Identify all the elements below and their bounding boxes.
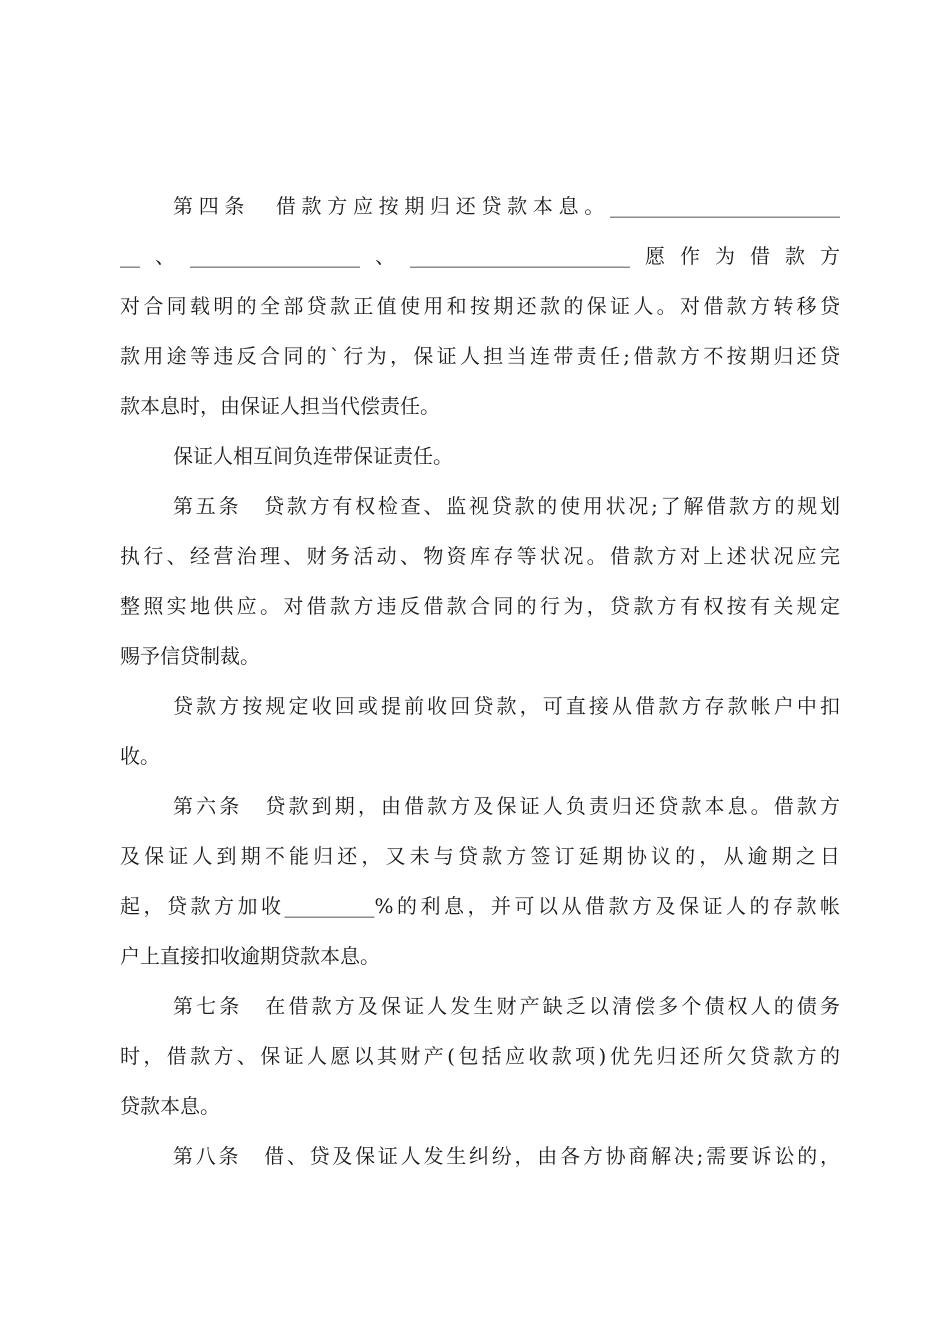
recall-line-2: 收。 — [120, 744, 160, 768]
article-4-line-3: 对合同载明的全部贷款正值使用和按期还款的保证人。对借款方转移贷 — [120, 294, 840, 318]
article-8-line-1: 第八条 借、贷及保证人发生纠纷，由各方协商解决;需要诉讼的， — [173, 1144, 840, 1168]
article-4-line-4: 款用途等违反合同的`行为，保证人担当连带责任;借款方不按期归还贷 — [120, 344, 840, 368]
article-6-line-3: 起，贷款方加收_________%的利息，并可以从借款方及保证人的存款帐 — [120, 894, 840, 918]
recall-line-1: 贷款方按规定收回或提前收回贷款，可直接从借款方存款帐户中扣 — [173, 694, 840, 718]
article-7-line-1: 第七条 在借款方及保证人发生财产缺乏以清偿多个债权人的债务 — [173, 994, 840, 1018]
article-6-line-4: 户上直接扣收逾期贷款本息。 — [120, 944, 380, 968]
article-6-line-2: 及保证人到期不能归还，又未与贷款方签订延期协议的，从逾期之日 — [120, 844, 840, 868]
article-5-line-1: 第五条 贷款方有权检查、监视贷款的使用状况;了解借款方的规划 — [173, 494, 840, 518]
article-4-line-1: 第四条 借款方应按期归还贷款本息。_______________________ — [173, 194, 840, 218]
article-5-line-4: 赐予信贷制裁。 — [120, 644, 260, 668]
article-5-line-2: 执行、经营治理、财务活动、物资库存等状况。借款方对上述状况应完 — [120, 544, 840, 568]
article-4-line-2: __、_________________、______________________愿作为借款方 — [120, 244, 840, 268]
article-7-line-2: 时，借款方、保证人愿以其财产(包括应收款项)优先归还所欠贷款方的 — [120, 1044, 840, 1068]
guarantor-joint-liability-line: 保证人相互间负连带保证责任。 — [173, 444, 453, 468]
article-7-line-3: 贷款本息。 — [120, 1094, 220, 1118]
article-5-line-3: 整照实地供应。对借款方违反借款合同的行为，贷款方有权按有关规定 — [120, 594, 840, 618]
article-6-line-1: 第六条 贷款到期，由借款方及保证人负责归还贷款本息。借款方 — [173, 794, 840, 818]
article-4-line-5: 款本息时，由保证人担当代偿责任。 — [120, 394, 440, 418]
